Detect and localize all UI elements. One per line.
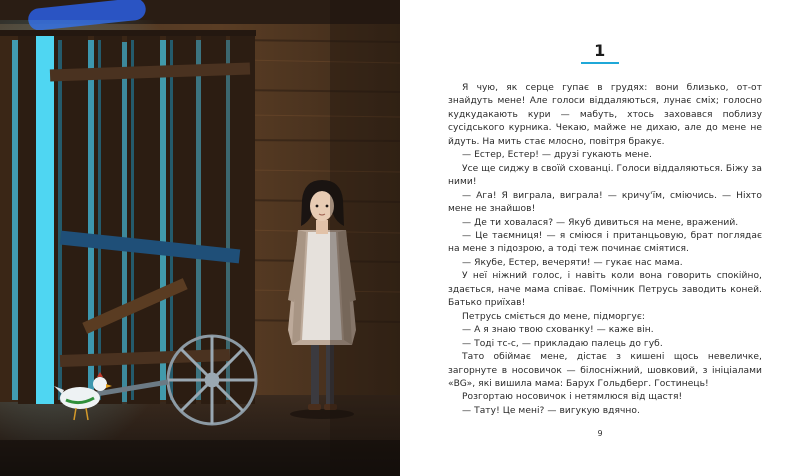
- paragraph: — Ага! Я виграла, виграла! — кричу'їм, сміючись. — Ніхто мене не знайшов!: [448, 190, 762, 215]
- chapter-number: 1: [594, 41, 606, 60]
- chapter-body: [448, 82, 762, 418]
- paragraph: — А я знаю твою схованку! — каже він.: [462, 325, 654, 336]
- paragraph: — Це таємниця! — я сміюся і пританцьовую, брат поглядає на мене з підозрою, а тоді теж починає сміятися.: [448, 230, 762, 255]
- paragraph: — Якубе, Естер, вечеряти! — гукає нас мама.: [462, 257, 683, 268]
- barn-door: [0, 30, 256, 404]
- paragraph: Усе ще сиджу в своїй схованці. Голоси віддаляються. Біжу за ними!: [448, 163, 762, 188]
- paragraph: — Тату! Це мені? — вигукую вдячно.: [462, 405, 640, 416]
- page-number: 9: [597, 429, 603, 438]
- paragraph: У неї ніжний голос, і навіть коли вона говорить спокійно, здається, наче мама співає. Помічник Петрусь заводить коней. Батько приїхав!: [448, 271, 762, 309]
- chapter-rule: [581, 62, 619, 64]
- paragraph: — Де ти ховалася? — Якуб дивиться на мене, вражений.: [462, 217, 739, 228]
- paragraph: Розгортаю носовичок і нетямлюся від щастя!: [462, 392, 683, 403]
- paragraph: Я чую, як серце гупає в грудях: вони близько, от-от знайдуть мене! Але голоси віддаляються, лунає сміх; голосно кудкудакають кури — мабуть, хтось заховався поблизу сусідського курника. Чекаю, майже не дихаю, але до мене не йдуть. На мить стає млосно, повітря бракує.: [448, 83, 762, 147]
- paragraph: — Тоді тс-с, — прикладаю палець до губ.: [462, 338, 663, 349]
- text-page: [400, 0, 800, 476]
- paragraph: — Естер, Естер! — друзі гукають мене.: [462, 150, 652, 161]
- paragraph: Петрусь сміється до мене, підморгує:: [462, 311, 646, 322]
- paragraph: Тато обіймає мене, дістає з кишені щось невеличке, загорнуте в носовичок — білосніжний, шовковий, з ініціалами «BG», які вишила мама: Барух Гольдберг. Гостинець!: [448, 352, 762, 389]
